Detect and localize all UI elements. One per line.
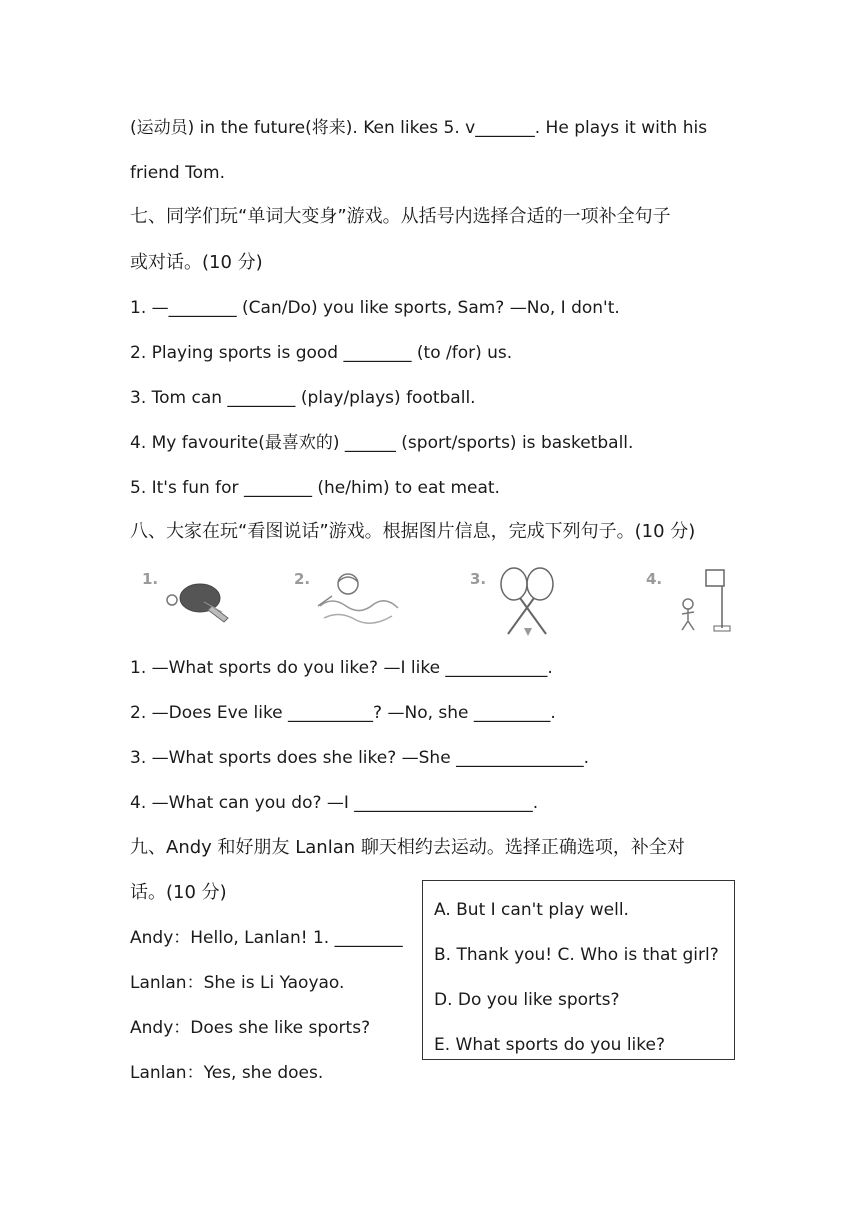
dialogue-line-2: Lanlan：She is Li Yaoyao.	[130, 973, 345, 993]
section-7-item-3: 3. Tom can ________ (play/plays) football.	[130, 388, 476, 408]
section-7-item-1: 1. —________ (Can/Do) you like sports, Sam? —No, I don't.	[130, 298, 620, 318]
option-b-c: B. Thank you! C. Who is that girl?	[434, 945, 719, 965]
section-7-title-cont: 或对话。(10 分)	[130, 252, 263, 273]
section-8-item-2: 2. —Does Eve like __________? —No, she _________.	[130, 703, 556, 723]
section-8-title: 八、大家在玩“看图说话”游戏。根据图片信息，完成下列句子。(10 分)	[130, 521, 696, 542]
basketball-icon	[664, 566, 754, 636]
section-7-item-2: 2. Playing sports is good ________ (to /for) us.	[130, 343, 513, 363]
picture-number: 2.	[294, 570, 311, 588]
ping-pong-icon	[160, 566, 250, 636]
picture-number: 4.	[646, 570, 663, 588]
passage-line-2: friend Tom.	[130, 163, 225, 183]
option-e: E. What sports do you like?	[434, 1035, 665, 1055]
picture-1	[142, 566, 252, 636]
option-d: D. Do you like sports?	[434, 990, 620, 1010]
dialogue-line-3: Andy：Does she like sports?	[130, 1018, 371, 1038]
section-9-title: 九、Andy 和好朋友 Lanlan 聊天相约去运动。选择正确选项，补全对	[130, 837, 685, 858]
picture-3	[470, 566, 580, 636]
section-7-title: 七、同学们玩“单词大变身”游戏。从括号内选择合适的一项补全句子	[130, 206, 671, 227]
option-a: A. But I can't play well.	[434, 900, 629, 920]
section-8-item-4: 4. —What can you do? —I _____________________.	[130, 793, 539, 813]
section-7-item-5: 5. It's fun for ________ (he/him) to eat meat.	[130, 478, 500, 498]
swimming-icon	[312, 566, 402, 636]
section-8-item-3: 3. —What sports does she like? —She _______________.	[130, 748, 589, 768]
picture-2	[294, 566, 404, 636]
dialogue-line-1: Andy：Hello, Lanlan! 1. ________	[130, 928, 403, 948]
picture-number: 1.	[142, 570, 159, 588]
passage-line-1: (运动员) in the future(将来). Ken likes 5. v_______. He plays it with his	[130, 118, 708, 138]
options-box	[422, 880, 735, 1060]
section-9-title-cont: 话。(10 分)	[130, 882, 227, 903]
picture-4	[646, 566, 756, 636]
section-8-item-1: 1. —What sports do you like? —I like ____________.	[130, 658, 553, 678]
picture-number: 3.	[470, 570, 487, 588]
dialogue-line-4: Lanlan：Yes, she does.	[130, 1063, 324, 1083]
section-7-item-4: 4. My favourite(最喜欢的) ______ (sport/sports) is basketball.	[130, 433, 634, 453]
badminton-icon	[488, 566, 578, 638]
